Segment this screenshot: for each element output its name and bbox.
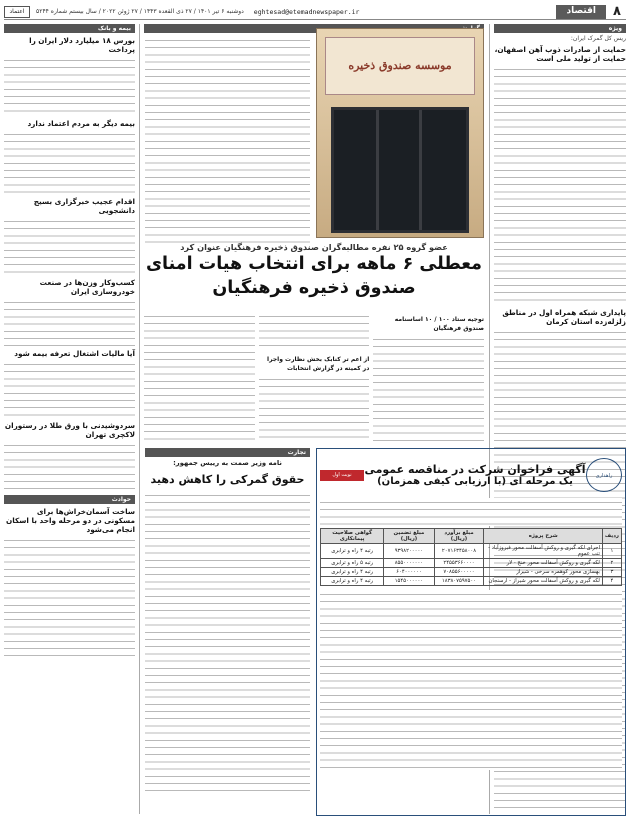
news-body <box>4 298 135 346</box>
news-body <box>4 217 135 275</box>
news-headline: آیا مالیات اشتغال تعرفه بیمه شود <box>14 349 135 359</box>
news-headline: اقدام عجیب خبرگزاری بسیج دانشجویی <box>33 197 135 216</box>
news-headline: بیمه دیگر به مردم اعتماد ندارد <box>27 119 135 129</box>
news-body <box>4 130 135 194</box>
section-label: اقتصاد <box>556 5 606 19</box>
table-cell: اجرای لکه گیری و روکش آسفالت محور فیروزآباد - تنب عموم <box>484 544 602 559</box>
table-row <box>321 559 622 568</box>
news-headline: کسب‌وکار وزن‌ها در صنعت خودروسازی ایران <box>39 278 135 297</box>
section-email: eghtesad@etemadnewspaper.ir <box>253 7 360 16</box>
table-cell: لکه گیری و روکش آسفالت محور خنج - لار <box>484 559 602 568</box>
news-body <box>4 56 135 116</box>
news-headline: حمایت از صادرات ذوب آهن اصفهان، حمایت از تولید ملی است <box>494 45 626 64</box>
trade-headline: حقوق گمرکی را کاهش دهید <box>150 473 305 486</box>
table-cell: ۱۵۴۵۰۰۰۰۰۰ <box>384 577 434 586</box>
table-cell: ۲۰۷۱۶۳۴۵۸۰۰۸ <box>434 544 484 559</box>
ad-title: آگهی فراخوان شرکت در مناقصه عمومی <box>364 463 586 476</box>
page-number: ۸ <box>613 4 621 19</box>
article-kicker: عضو گروه ۲۵ نفره مطالبه‌گران صندوق ذخیره فرهنگیان عنوان کرد <box>180 242 448 252</box>
news-headline: ساخت آسمان‌خراش‌ها برای مسکونی در دو مرحله واحد با اسکان انجام می‌شود <box>6 507 135 535</box>
article-header <box>144 242 484 308</box>
left-column <box>4 24 140 814</box>
column-tag: ویژه <box>494 24 626 33</box>
table-row <box>321 568 622 577</box>
table-cell: رتبه ۵ راه و ترابری <box>321 559 384 568</box>
ad-subtitle: یک مرحله ای (با ارزیابی کیفی همزمان) <box>377 476 573 487</box>
article-headline: صندوق ذخیره فرهنگیان <box>212 278 416 298</box>
trade-body <box>145 491 310 791</box>
article-subhead: از اعم تر کنابک بخش نظارت واجرا در کمیته در گزارش انتخابات <box>267 356 370 372</box>
article-tag: تجارت <box>145 448 310 457</box>
table-header-cell: شرح پروژه <box>484 529 602 544</box>
dateline: دوشنبه ۶ تیر ۱۴۰۱ / ۲۷ ذی القعده ۱۴۴۳ / ۲۷ ژوئن ۲۰۲۲ / سال بیستم شماره ۵۲۴۴ <box>36 8 244 15</box>
table-cell: ۲۴۵۵۳۶۶۰۰۰۰ <box>434 559 484 568</box>
news-headline: پایداری شبکه همراه اول در مناطق زلزله‌زده استان کرمان <box>502 308 626 327</box>
trade-article <box>145 448 310 810</box>
table-header-cell: مبلغ تضمین (ریال) <box>384 529 434 544</box>
article-headline: معطلی ۶ ماهه برای انتخاب هیات امنای <box>145 254 482 274</box>
table-cell: ۷۰۸۵۵۶۰۰۰۰۰ <box>434 568 484 577</box>
photo-window <box>331 107 469 233</box>
table-header-cell: ردیف <box>602 529 621 544</box>
news-body <box>494 65 626 305</box>
table-cell: ۲ <box>602 559 621 568</box>
table-cell: رتبه ۴ راه و ترابری <box>321 544 384 559</box>
tender-table <box>320 528 622 586</box>
ad-stamp: نوبت اول <box>320 470 364 481</box>
table-cell: ۱ <box>602 544 621 559</box>
news-headline: سردوشیدنی با ورق طلا در رستوران لاکچری تهران <box>4 421 135 440</box>
table-cell: ۱۸۳۸۰۷۵۹۷۵۰۰ <box>434 577 484 586</box>
article-body <box>144 312 484 444</box>
news-lead: ریس کل گمرک ایران: <box>570 35 626 43</box>
column-tag: بیمه و بانک <box>4 24 135 33</box>
table-cell: ۴ <box>602 577 621 586</box>
table-header-cell: گواهی صلاحیت پیمانکاری <box>321 529 384 544</box>
trade-lead: نامه وزیر صمت به رییس جمهور: <box>173 459 282 467</box>
ad-terms <box>320 590 622 770</box>
road-authority-logo: راهداری <box>586 458 622 492</box>
table-header-cell: مبلغ برآورد (ریال) <box>434 529 484 544</box>
table-row <box>321 577 622 586</box>
table-cell: ۸۵۵۰۰۰۰۰۰۰ <box>384 559 434 568</box>
column-tag: حوادث <box>4 495 135 504</box>
news-headline: بورس ۱۸ میلیارد دلار ایران را پرداخت <box>29 36 135 55</box>
news-body <box>4 536 135 656</box>
article-subhead: توجیه ستاد ۱۰۰ / ۱۰ اساسنامه صندوق فرهنگیان <box>394 316 484 332</box>
table-cell: رتبه ۴ راه و ترابری <box>321 568 384 577</box>
article-sidebar-text <box>145 36 310 246</box>
photo-sign: موسسه صندوق ذخیره <box>325 37 475 95</box>
table-cell: ۶۰۴۰۰۰۰۰۰ <box>384 568 434 577</box>
table-cell: ۳ <box>602 568 621 577</box>
tender-ad <box>316 448 626 816</box>
news-body <box>4 360 135 418</box>
table-cell: رتبه ۴ راه و ترابری <box>321 577 384 586</box>
article-photo <box>316 28 484 238</box>
table-cell: بهسازی محور کوهمره سرخی - شیراز <box>484 568 602 577</box>
newspaper-logo: اعتماد <box>4 6 30 18</box>
table-row <box>321 544 622 559</box>
news-body <box>4 441 135 493</box>
ad-intro <box>320 498 622 526</box>
page-header <box>4 4 626 20</box>
table-cell: ۹۳۹۸۲۰۰۰۰۰ <box>384 544 434 559</box>
table-cell: لکه گیری و روکش آسفالت محور شیراز - ارسنجان <box>484 577 602 586</box>
